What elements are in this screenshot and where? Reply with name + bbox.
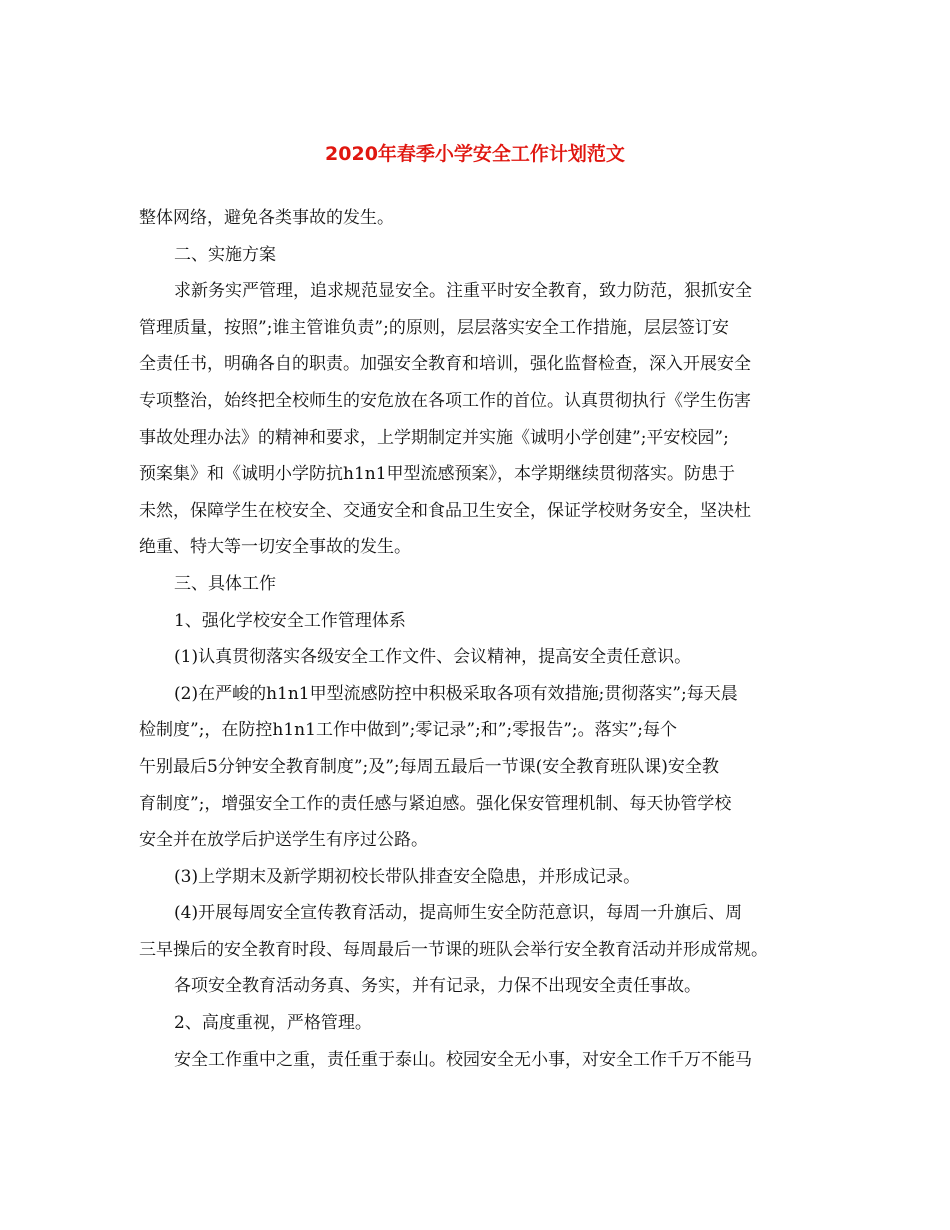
text-line: 三、具体工作 [174,573,276,594]
text-line: 各项安全教育活动务真、务实，并有记录，力保不出现安全责任事故。 [174,976,701,997]
text-line: 午别最后5分钟安全教育制度”;及”;每周五最后一节课(安全教育班队课)安全教 [139,756,719,777]
text-line: 未然，保障学生在校安全、交通安全和食品卫生安全，保证学校财务安全，坚决杜 [139,500,751,521]
text-line: 三早操后的安全教育时段、每周最后一节课的班队会举行安全教育活动并形成常规。 [139,939,768,960]
text-line: 管理质量，按照”;谁主管谁负责”;的原则，层层落实安全工作措施，层层签订安 [139,317,729,338]
text-line: 专项整治，始终把全校师生的安危放在各项工作的首位。认真贯彻执行《学生伤害 [139,390,751,411]
text-line: (4)开展每周安全宣传教育活动，提高师生安全防范意识，每周一升旗后、周 [174,903,743,924]
text-line: 育制度”;，增强安全工作的责任感与紧迫感。强化保安管理机制、每天协管学校 [139,793,732,814]
document-body [139,200,829,1078]
text-line: (2)在严峻的h1n1甲型流感防控中积极采取各项有效措施;贯彻落实”;每天晨 [174,683,738,704]
text-line: (1)认真贯彻落实各级安全工作文件、会议精神，提高安全责任意识。 [174,647,692,668]
text-line: 绝重、特大等一切安全事故的发生。 [139,537,411,558]
text-line: 2、高度重视，严格管理。 [174,1013,372,1034]
text-line: 整体网络，避免各类事故的发生。 [139,208,394,228]
text-line: 全责任书，明确各自的职责。加强安全教育和培训，强化监督检查，深入开展安全 [139,354,751,375]
text-line: 安全工作重中之重，责任重于泰山。校园安全无小事，对安全工作千万不能马 [174,1049,752,1070]
text-line: 事故处理办法》的精神和要求，上学期制定并实施《诚明小学创建”;平安校园”; [139,427,729,448]
text-line: (3)上学期末及新学期初校长带队排查安全隐患，并形成记录。 [174,866,641,887]
page-title: 2020年春季小学安全工作计划范文 [325,143,625,165]
text-line: 检制度”;，在防控h1n1工作中做到”;零记录”;和”;零报告”;。落实”;每个 [139,720,678,741]
text-line: 1、强化学校安全工作管理体系 [174,610,406,631]
text-line: 安全并在放学后护送学生有序过公路。 [139,830,428,851]
text-line: 预案集》和《诚明小学防抗h1n1甲型流感预案》，本学期继续贯彻落实。防患于 [139,464,736,485]
text-line: 二、实施方案 [174,244,276,265]
text-line: 求新务实严管理，追求规范显安全。注重平时安全教育，致力防范，狠抓安全 [174,281,752,302]
